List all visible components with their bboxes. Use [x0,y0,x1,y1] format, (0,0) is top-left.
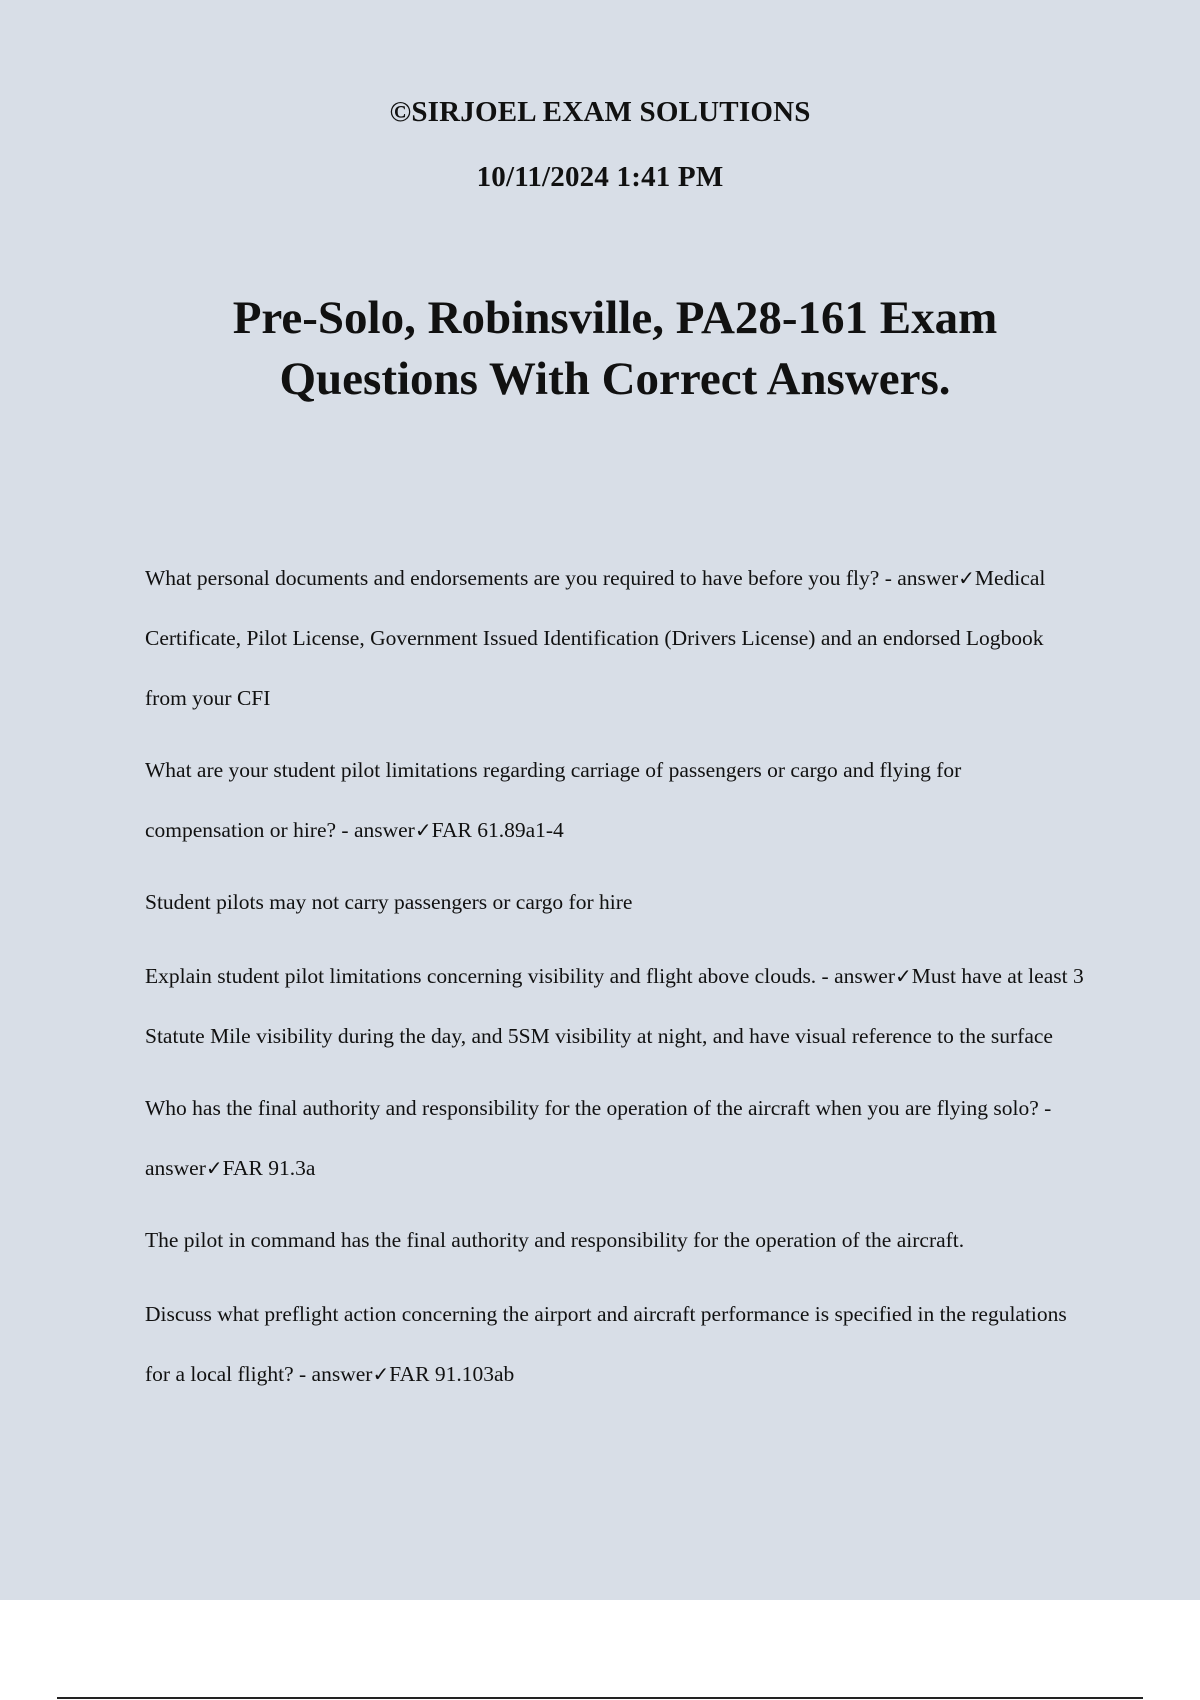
date-time-header: 10/11/2024 1:41 PM [476,161,724,193]
question-text: Explain student pilot limitations concerning visibility and flight above clouds. - answer [145,964,895,988]
question-text: What personal documents and endorsements are you required to have before you fly? - answer [145,566,959,590]
checkmark-icon: ✓ [958,566,975,590]
answer-text: Must have at least 3 Statute Mile visibility during the day, and 5SM visibility at night, and have visual reference to the surface [145,964,1084,1048]
brand-header: ©SIRJOEL EXAM SOLUTIONS [389,96,811,128]
answer-text: Medical Certificate, Pilot License, Government Issued Identification (Drivers License) and an endorsed Logbook from your CFI [145,566,1046,710]
answer-text: FAR 91.103ab [389,1362,515,1386]
question-text: Who has the final authority and responsibility for the operation of the aircraft when you are flying solo? - answer [145,1096,1052,1180]
question-text: Discuss what preflight action concerning the airport and aircraft performance is specified in the regulations for a local flight? - answer [145,1302,1067,1386]
answer-text: FAR 61.89a1-4 [431,818,564,842]
checkmark-icon: ✓ [414,818,432,842]
qa-item [145,740,1085,860]
question-text: What are your student pilot limitations regarding carriage of passengers or cargo and flying for compensation or hire? - answer [145,758,962,842]
answer-text: FAR 91.3a [222,1156,316,1180]
checkmark-icon: ✓ [894,964,912,988]
qa-item [145,548,1085,728]
answer-note: The pilot in command has the final authority and responsibility for the operation of the aircraft. [145,1228,965,1252]
qa-item [145,1078,1085,1198]
qa-item [145,1284,1085,1404]
answer-note: Student pilots may not carry passengers or cargo for hire [145,890,633,914]
qa-item [145,946,1085,1066]
document-title: Pre-Solo, Robinsville, PA28-161 Exam Questions With Correct Answers. [232,292,998,405]
checkmark-icon: ✓ [205,1156,223,1180]
qa-list [145,548,1085,1416]
checkmark-icon: ✓ [372,1362,390,1386]
page-divider [57,1697,1143,1699]
